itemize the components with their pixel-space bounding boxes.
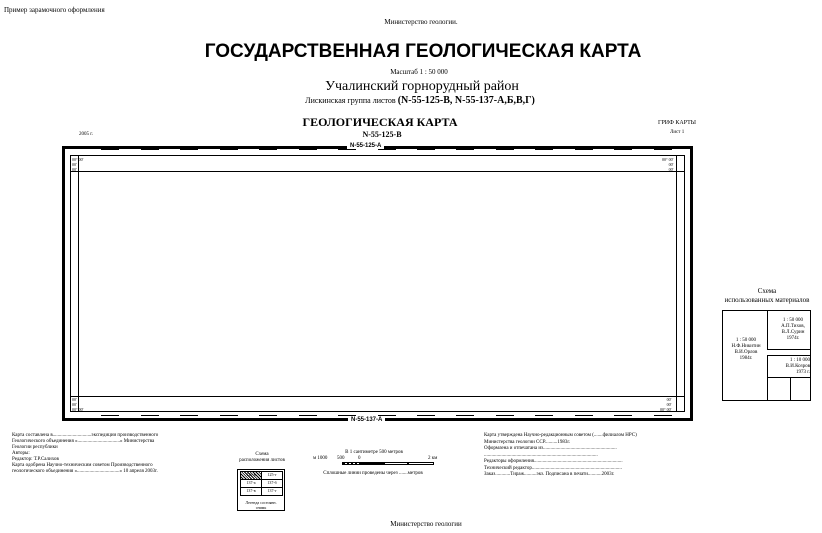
grif-label: ГРИФ КАРТЫ (658, 120, 697, 126)
scale-bar-segment (384, 462, 408, 465)
location-cell: 137-б (261, 479, 283, 488)
frame-tick (101, 149, 119, 150)
frame-tick (614, 415, 632, 416)
frame-tick (456, 415, 474, 416)
materials-divider (767, 355, 811, 356)
frame-tick (141, 415, 159, 416)
frame-tick (259, 415, 277, 416)
scale-text: В 1 сантиметре 500 метров (345, 450, 403, 455)
materials-divider (790, 377, 791, 401)
frame-tick (417, 149, 435, 150)
contour-note: Сплошные линии проведены через .......метров (323, 471, 423, 476)
scale-0: 0 (358, 456, 361, 461)
scale-m-label: м 1000 (313, 456, 328, 461)
corner-note: Пример зарамочного оформления (4, 6, 105, 14)
frame-tick (378, 415, 396, 416)
footer-ministry: Министерство геологии (390, 520, 462, 528)
scale-bar-segment (408, 462, 434, 465)
frame-tick (299, 149, 317, 150)
scale-label: Масштаб 1 : 50 000 (390, 68, 448, 76)
frame-tick (535, 149, 553, 150)
frame-tick (575, 415, 593, 416)
scale-km: 2 км (428, 456, 438, 461)
map-grid-line (676, 155, 677, 412)
map-title: ГЕОЛОГИЧЕСКАЯ КАРТА (302, 115, 458, 129)
frame-tick (338, 415, 356, 416)
frame-tick (259, 149, 277, 150)
location-cell: 125-г (261, 471, 283, 480)
location-cell-current: 125-в (240, 471, 262, 480)
coord-bottom-right: 00' 00' 00° 00' (660, 397, 672, 412)
frame-tick (180, 149, 198, 150)
right-imprint: Карта утверждена Научно-редакционным советом (.......филиалом НРС) Министерства геологии ССР..........1983г. Оформлена и отпечатана из........................................................... ........................................................................................... Редакторы оформления....................................................................... Технический редактор........................................................................ Заказ............Тираж..........экз. Подписана в печати...........2003г. (484, 433, 637, 477)
coord-top-right: 00° 00' 00' 00' (662, 157, 674, 172)
materials-divider (767, 310, 768, 350)
scale-bar-fine (342, 462, 360, 465)
map-grid-line (78, 155, 79, 412)
frame-tick (141, 149, 159, 150)
location-cell: 137-г (261, 487, 283, 496)
frame-tick (614, 149, 632, 150)
frame-tick (180, 415, 198, 416)
frame-tick (456, 149, 474, 150)
coord-bottom-left: 00' 00' 00° 00' (72, 397, 84, 412)
list-number: Лист 1 (670, 130, 685, 135)
sheet-group-sheets: (N-55-125-В, N-55-137-А,Б,В,Г) (397, 95, 535, 106)
frame-tick (417, 415, 435, 416)
location-title: Схема (255, 452, 269, 457)
frame-tick (496, 415, 514, 416)
map-year: 2005 г. (79, 132, 93, 137)
frame-tick (338, 149, 356, 150)
location-note: Легенда состоянн. снимк (245, 500, 277, 510)
frame-tick (101, 415, 119, 416)
materials-divider (767, 355, 768, 401)
materials-cell-bottom-right: 1 : 10 000 В.И.Козров 1973 г. (785, 358, 810, 375)
ministry-top: Министерство геологии. (384, 18, 458, 26)
scale-bar-segment (360, 462, 384, 465)
materials-divider (767, 349, 811, 350)
map-grid-line (70, 171, 685, 172)
location-subtitle: расположения листов (239, 458, 285, 463)
location-cell: 137-а (240, 479, 262, 488)
materials-subtitle: использованных материалов (724, 296, 810, 304)
frame-tick (299, 415, 317, 416)
frame-tick (496, 149, 514, 150)
top-neighbor-sheet: N-55-125-А (347, 142, 384, 150)
frame-tick (535, 415, 553, 416)
coord-top-left: 00° 00' 00' 00' (72, 157, 84, 172)
bottom-neighbor-sheet: N-55-137-А (348, 416, 385, 424)
frame-tick (575, 149, 593, 150)
frame-tick (220, 415, 238, 416)
left-imprint: Карта составлена в...............................экспедиции производственного Геологического объединения «..................................» Министерства Геологии республики Авторы: Редактор: Т.Р.Салихов Карта одобрена Научно-техническим советом Производственного геологического объединения «..................................» 10 апреля 2003г. (12, 433, 159, 474)
frame-tick (654, 415, 672, 416)
sheet-group-prefix: Лискинская группа листов (305, 96, 398, 105)
map-grid-line (70, 396, 685, 397)
materials-cell-top-right: 1 : 50 000 А.П.Тихов, В.Л.Сурин 1974г. (781, 318, 805, 341)
materials-title: Схема (757, 287, 777, 295)
materials-cell-left: 1 : 50 000 Н.Ф.Никитин В.И.Орлов 1984г. (731, 338, 761, 361)
frame-tick (378, 149, 396, 150)
location-cell: 137-в (240, 487, 262, 496)
scale-500: 500 (337, 456, 345, 461)
map-sheet-number: N-55-125-В (362, 130, 402, 139)
frame-tick (654, 149, 672, 150)
region-name: Учалинский горнорудный район (325, 79, 519, 94)
frame-tick (220, 149, 238, 150)
materials-divider (767, 377, 811, 378)
main-title: ГОСУДАРСТВЕННАЯ ГЕОЛОГИЧЕСКАЯ КАРТА (204, 41, 642, 62)
map-inner-frame (70, 155, 685, 412)
sheet-group (305, 96, 535, 106)
